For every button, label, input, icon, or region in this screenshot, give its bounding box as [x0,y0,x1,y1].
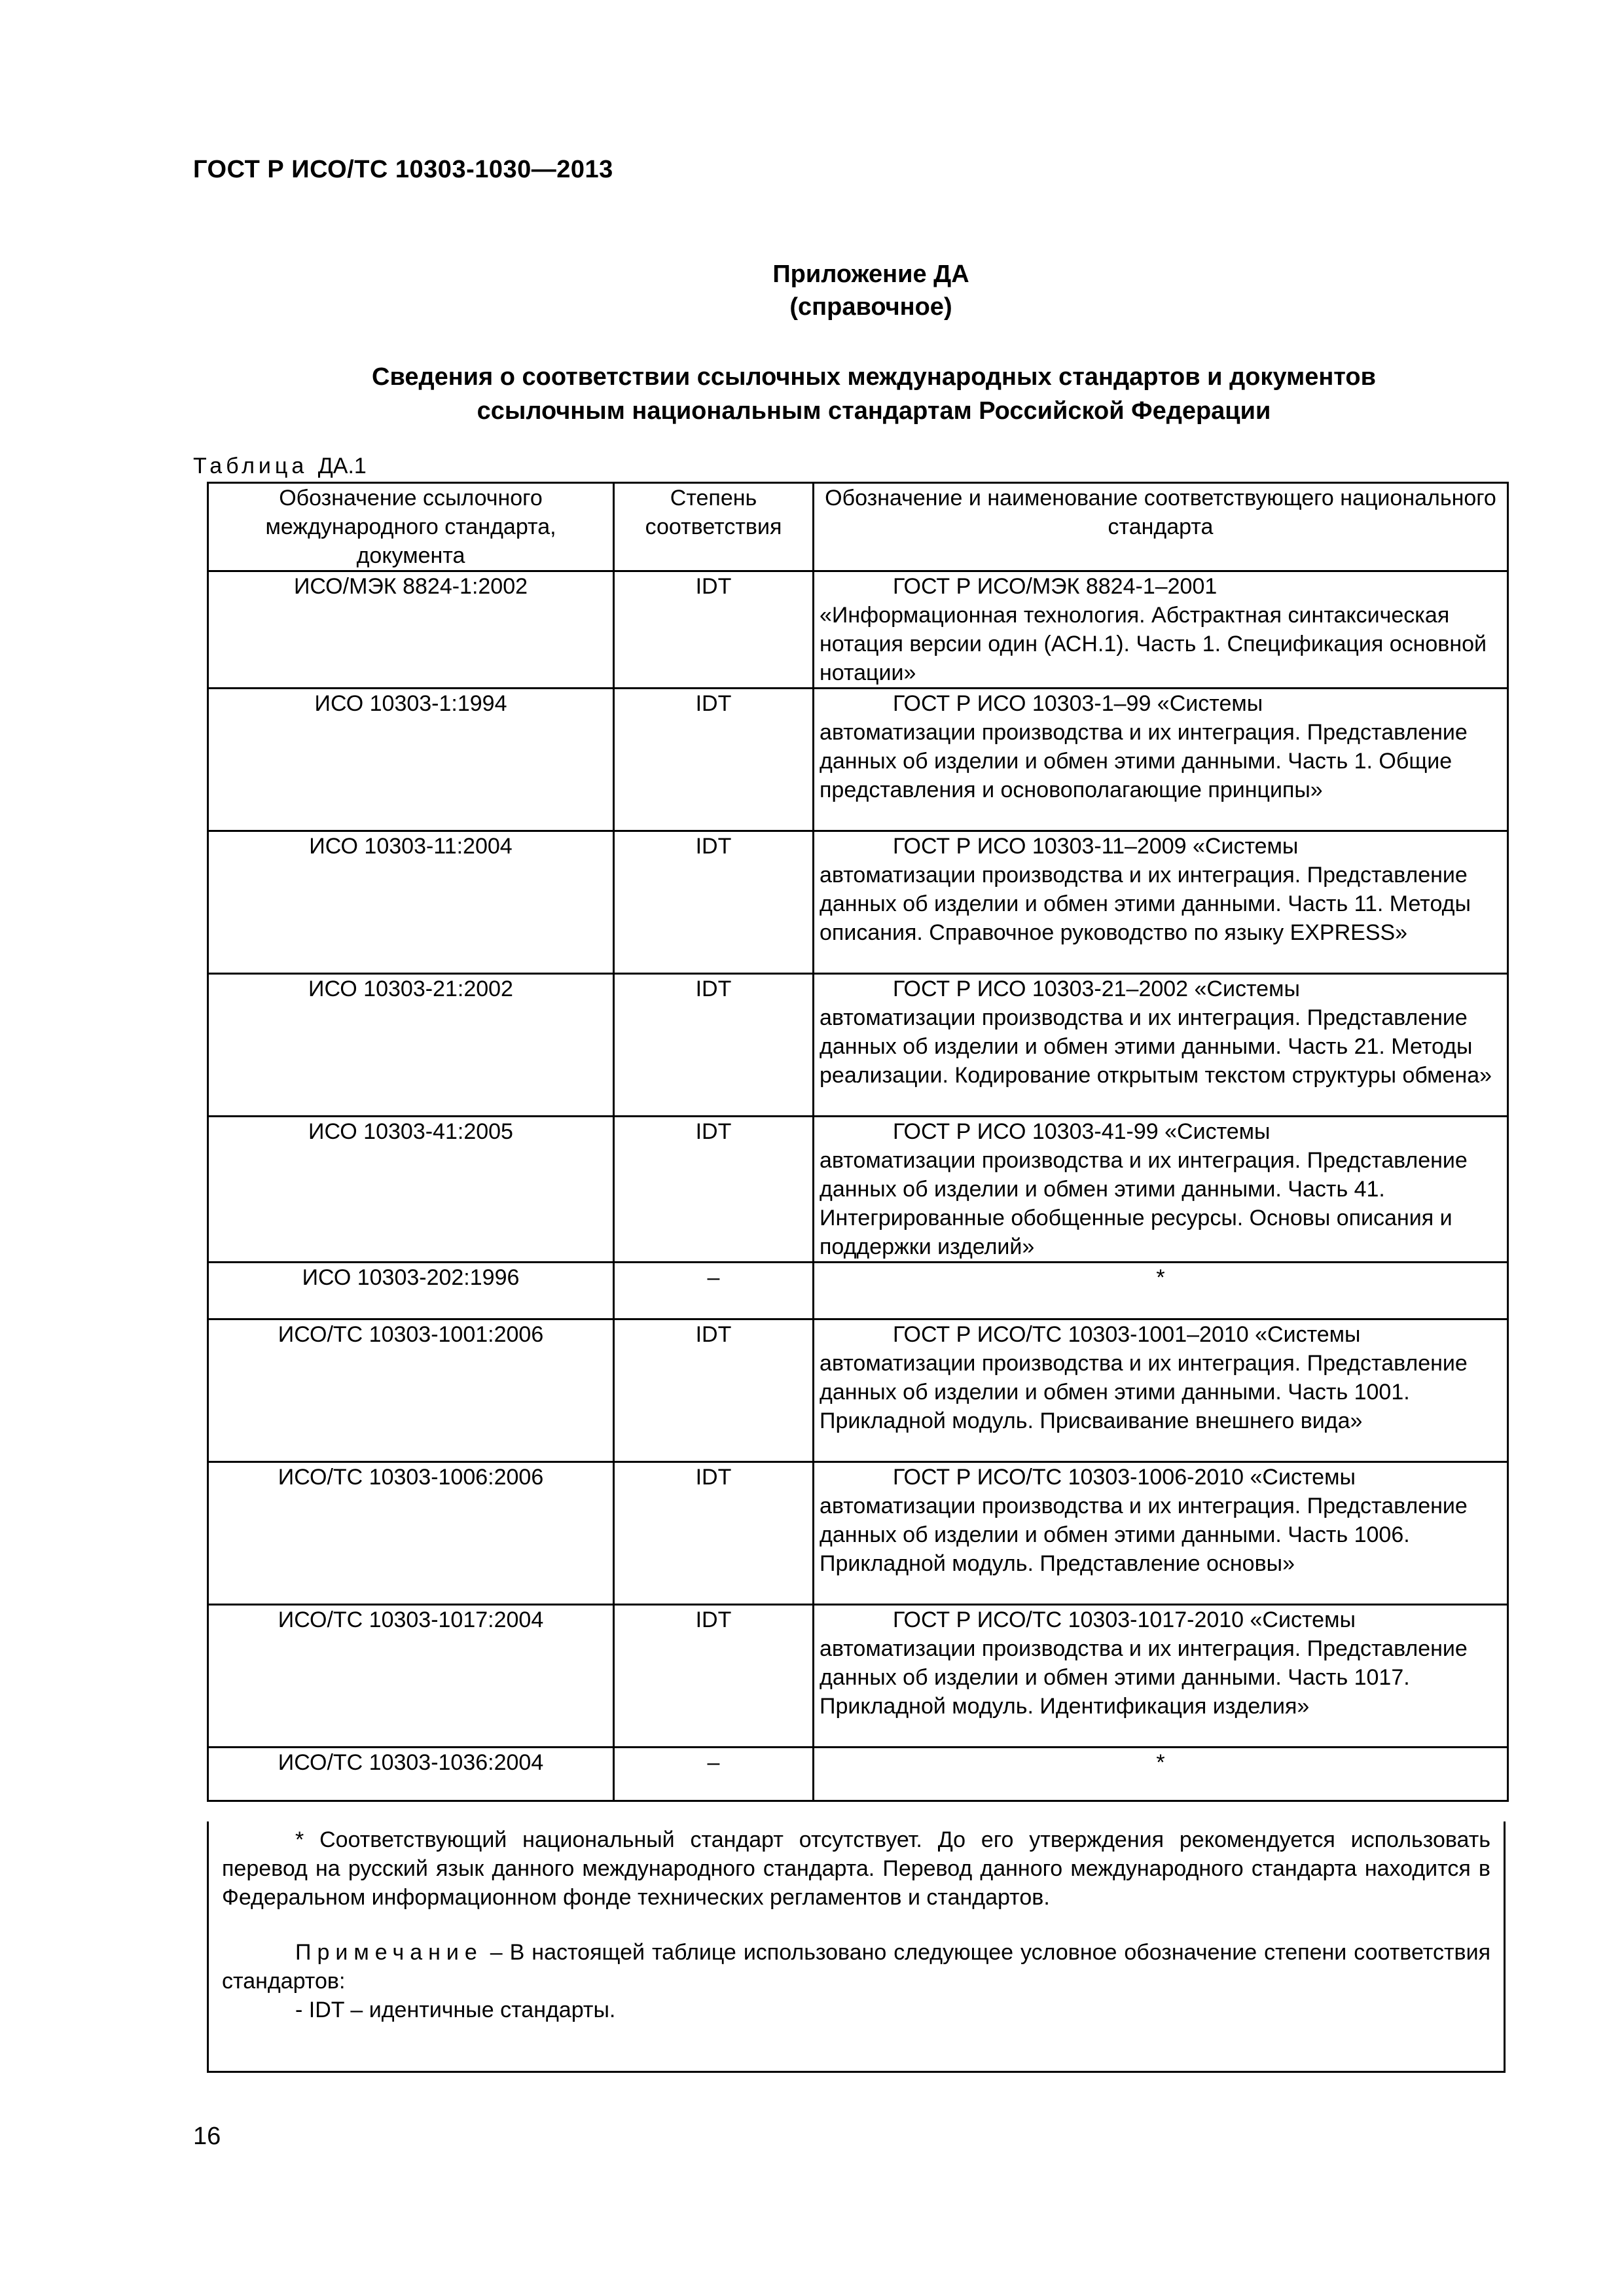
appendix-heading-line-2: ссылочным национальным стандартам Российской Федерации [477,397,1271,425]
degree-cell: IDT [614,974,814,1117]
national-standard-cell: * [814,1263,1508,1319]
national-standard-designation: ГОСТ Р ИСО/ТС 10303-1017-2010 «Системы [893,1607,1356,1632]
standard-designation: ГОСТ Р ИСО/ТС 10303-1030—2013 [193,156,613,183]
note-text: – В настоящей таблице использовано следующее условное обозначение степени соответствия стандартов: [222,1940,1490,1994]
national-standard-cell [814,1462,1508,1605]
degree-cell: IDT [614,1117,814,1263]
international-standard-cell: ИСО 10303-21:2002 [208,974,614,1117]
table-header-row [208,483,1508,571]
national-standard-title: автоматизации производства и их интеграция. Представление данных об изделии и обмен этими данными. Часть 11. Методы описания. Справочное руководство по языку EXPRESS» [820,863,1471,945]
appendix-kind: (справочное) [789,293,952,321]
international-standard-cell: ИСО 10303-41:2005 [208,1117,614,1263]
international-standard-cell: ИСО 10303-202:1996 [208,1263,614,1319]
national-standard-designation: ГОСТ Р ИСО/МЭК 8824-1–2001 [893,574,1218,599]
degree-cell: IDT [614,831,814,974]
international-standard-cell: ИСО/ТС 10303-1036:2004 [208,1748,614,1801]
table-caption-number: ДА.1 [317,454,367,478]
degree-cell: IDT [614,571,814,689]
national-standard-cell: * [814,1748,1508,1801]
national-standard-title: автоматизации производства и их интеграция. Представление данных об изделии и обмен этими данными. Часть 1. Общие представления и основополагающие принципы» [820,720,1468,802]
table-caption-word: Таблица [193,454,308,478]
national-standard-cell [814,1319,1508,1462]
national-standard-title: автоматизации производства и их интеграция. Представление данных об изделии и обмен этими данными. Часть 1006. Прикладной модуль. Представление основы» [820,1494,1468,1576]
footnote-text: * Соответствующий национальный стандарт отсутствует. До его утверждения рекомендуется использовать перевод на русский язык данного международного стандарта. Перевод данного международного стандарта находится в Федеральном информационном фонде технических регламентов и стандартов. [222,1827,1490,1910]
degree-cell: IDT [614,1462,814,1605]
table-row [208,1462,1508,1605]
degree-cell: IDT [614,1605,814,1748]
degree-cell: IDT [614,1319,814,1462]
table-caption [193,454,367,479]
national-standard-designation: ГОСТ Р ИСО 10303-1–99 «Системы [893,691,1263,716]
degree-cell: – [614,1748,814,1801]
national-standard-title: автоматизации производства и их интеграция. Представление данных об изделии и обмен этими данными. Часть 41. Интегрированные обобщенные ресурсы. Основы описания и поддержки изделий» [820,1148,1468,1259]
appendix-heading [242,360,1506,428]
national-standard-title: «Информационная технология. Абстрактная синтаксическая нотация версии один (АСН.1). Часть 1. Спецификация основной нотации» [820,603,1487,685]
national-standard-cell [814,571,1508,689]
international-standard-cell: ИСО/ТС 10303-1017:2004 [208,1605,614,1748]
standards-correspondence-table [207,482,1509,1802]
national-standard-designation: ГОСТ Р ИСО/ТС 10303-1006-2010 «Системы [893,1465,1356,1490]
national-standard-title: автоматизации производства и их интеграция. Представление данных об изделии и обмен этими данными. Часть 1017. Прикладной модуль. Идентификация изделия» [820,1636,1468,1719]
table-row [208,974,1508,1117]
national-standard-designation: ГОСТ Р ИСО 10303-21–2002 «Системы [893,977,1300,1001]
table-row [208,689,1508,831]
national-standard-title: автоматизации производства и их интеграция. Представление данных об изделии и обмен этими данными. Часть 1001. Прикладной модуль. Присваивание внешнего вида» [820,1351,1468,1433]
note-label: Примечание [295,1940,483,1965]
degree-cell: IDT [614,689,814,831]
column-header-national: Обозначение и наименование соответствующего национального стандарта [814,483,1508,571]
table-row [208,1605,1508,1748]
national-standard-title: автоматизации производства и их интеграция. Представление данных об изделии и обмен этими данными. Часть 21. Методы реализации. Кодирование открытым текстом структуры обмена» [820,1005,1492,1088]
international-standard-cell: ИСО/МЭК 8824-1:2002 [208,571,614,689]
international-standard-cell: ИСО 10303-1:1994 [208,689,614,831]
table-row [208,1748,1508,1801]
table-row [208,831,1508,974]
note-item: - IDT – идентичные стандарты. [295,1998,616,2022]
national-standard-cell [814,689,1508,831]
table-note [222,1938,1490,1996]
international-standard-cell: ИСО/ТС 10303-1006:2006 [208,1462,614,1605]
national-standard-cell [814,1605,1508,1748]
table-footnote [207,1821,1506,2073]
table-row [208,1117,1508,1263]
national-standard-designation: ГОСТ Р ИСО 10303-41-99 «Системы [893,1119,1271,1144]
international-standard-cell: ИСО 10303-11:2004 [208,831,614,974]
appendix-heading-line-1: Сведения о соответствии ссылочных международных стандартов и документов [372,363,1376,391]
table-row [208,1263,1508,1319]
table-row [208,571,1508,689]
column-header-degree: Степень соответствия [614,483,814,571]
national-standard-designation: ГОСТ Р ИСО/ТС 10303-1001–2010 «Системы [893,1322,1361,1347]
table-body [208,571,1508,1801]
national-standard-cell [814,1117,1508,1263]
column-header-international: Обозначение ссылочного международного стандарта, документа [208,483,614,571]
national-standard-designation: ГОСТ Р ИСО 10303-11–2009 «Системы [893,834,1299,859]
national-standard-cell [814,974,1508,1117]
international-standard-cell: ИСО/ТС 10303-1001:2006 [208,1319,614,1462]
degree-cell: – [614,1263,814,1319]
page-number: 16 [193,2123,221,2150]
national-standard-cell [814,831,1508,974]
table-row [208,1319,1508,1462]
appendix-title: Приложение ДА [772,260,969,288]
